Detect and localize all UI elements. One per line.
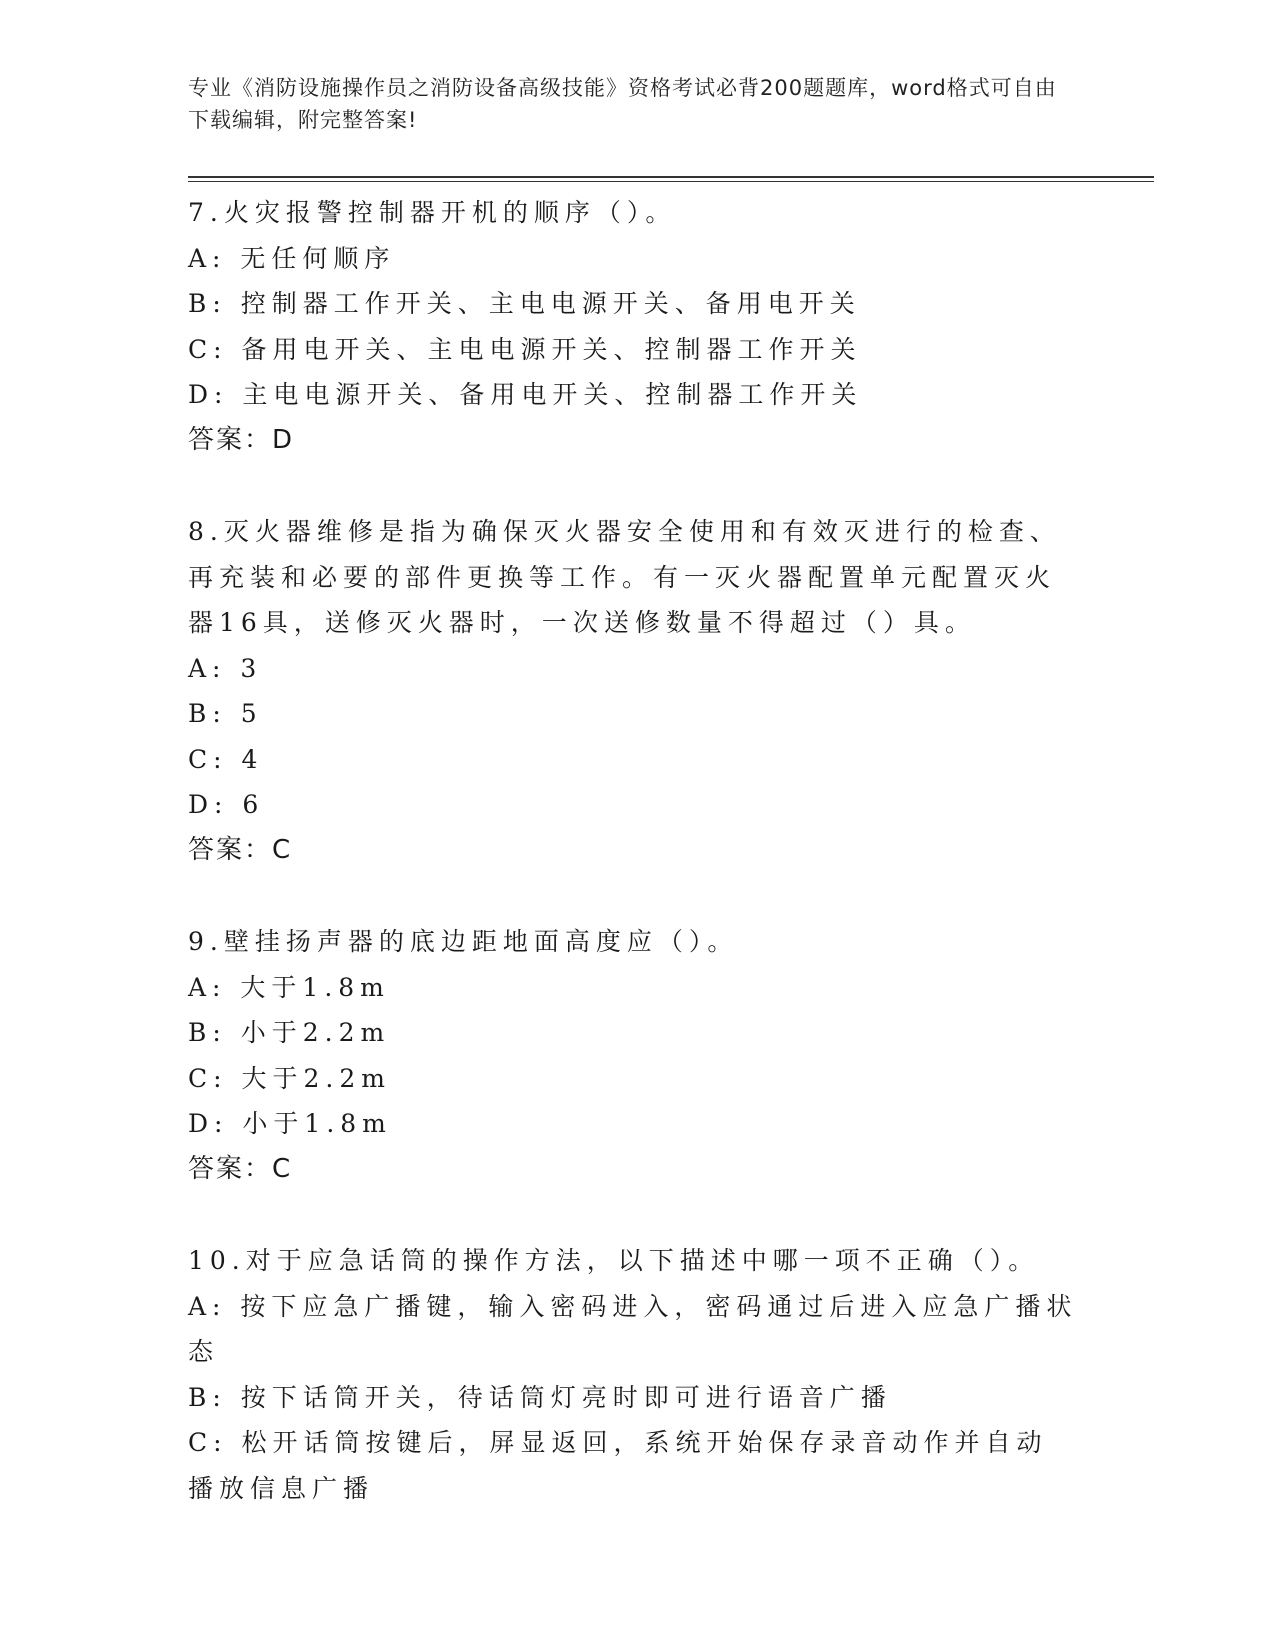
option-c: C: 松开话筒按键后，屏显返回，系统开始保存录音动作并自动播放信息广播 [188, 1428, 1048, 1503]
answer-text: 答案：D [188, 424, 295, 455]
option-b: B: 小于2.2m [188, 1018, 391, 1047]
option-a: A: 按下应急广播键，输入密码进入，密码通过后进入应急广播状态 [188, 1291, 1078, 1366]
option-d: D: 小于1.8m [188, 1109, 392, 1138]
option-c: C: 4 [188, 744, 264, 774]
option-c: C: 备用电开关、主电电源开关、控制器工作开关 [188, 334, 862, 364]
answer-text: 答案：C [188, 834, 293, 865]
question-stem: 7.火灾报警控制器开机的顺序（）。 [188, 198, 677, 227]
header-rule-thin [188, 181, 1154, 182]
option-a: A: 大于1.8m [188, 972, 390, 1002]
question-9 [188, 919, 1078, 1192]
option-b: B: 5 [188, 699, 263, 728]
option-a: A: 3 [188, 653, 263, 683]
question-stem: 8.灭火器维修是指为确保灭火器安全使用和有效灭进行的检查、再充装和必要的部件更换等工作。有一灭火器配置单元配置灭火器16具，送修灭火器时，一次送修数量不得超过（）具。 [188, 517, 1061, 637]
document-header: 专业《消防设施操作员之消防设备高级技能》资格考试必背200题题库，word格式可自由下载编辑，附完整答案! [188, 76, 1057, 132]
question-10 [188, 1238, 1078, 1511]
option-a: A: 无任何顺序 [188, 243, 396, 273]
option-d: D: 主电电源开关、备用电开关、控制器工作开关 [188, 380, 863, 409]
question-list [188, 190, 1078, 1557]
question-stem: 9.壁挂扬声器的底边距地面高度应（）。 [188, 927, 739, 956]
option-b: B: 控制器工作开关、主电电源开关、备用电开关 [188, 289, 861, 318]
question-7 [188, 190, 1078, 463]
header-rule [188, 176, 1154, 178]
question-stem: 10.对于应急话筒的操作方法，以下描述中哪一项不正确（）。 [188, 1246, 1040, 1275]
answer-text: 答案：C [188, 1153, 293, 1184]
option-c: C: 大于2.2m [188, 1063, 391, 1093]
question-8 [188, 509, 1078, 873]
option-d: D: 6 [188, 790, 265, 819]
option-b: B: 按下话筒开关，待话筒灯亮时即可进行语音广播 [188, 1382, 892, 1412]
